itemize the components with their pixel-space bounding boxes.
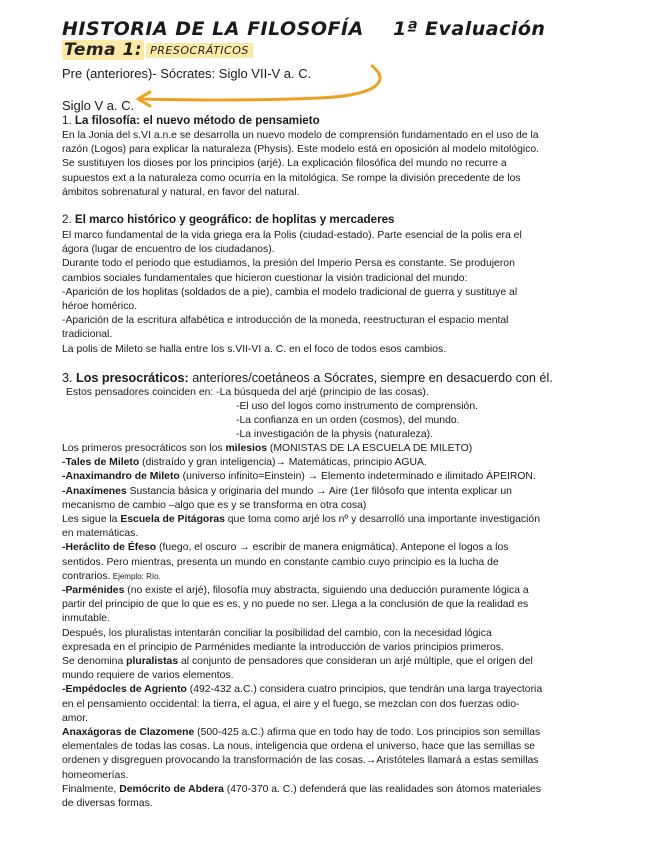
siglo-label: Siglo V a. C. bbox=[62, 98, 135, 113]
coinciden-item: -La investigación de la physis (naturaleza). bbox=[236, 429, 433, 440]
section-3-body: Los primeros presocráticos son los milesios (MONISTAS DE LA ESCUELA DE MILETO) -Tales de Mileto (distraído y gran inteligencia)→ Matemáticas, principio AGUA. -Anaximandro de Mileto (universo infinito=Einstein) → Elemento indeterminado e ilimitado ÁPEIRON. -Anaxímenes Sustancia básica y originaria del mundo → Aire (1er filósofo que intenta explicar un mecanismo de cambio –algo que es y se transforma en otra cosa) Les sigue la Escuela de Pitágoras que toma como arjé los nº y desarrolló una importante investigación en matemáticas. -Heráclito de Éfeso (fuego, el oscuro → escribir de manera enigmática). Antepone el logos a los sentidos. Pero mientras, presenta un mundo en constante cambio cuyo principio es la lucha de contrarios. Ejemplo: Río. -Parménides (no existe el arjé), filosofía muy abstracta, siguiendo una deducción puramente lógica a partir del principio de que lo que es es, y no puede no ser. Llega a la conclusión de que la realidad es inmutable. Después, los pluralistas intentarán conciliar la posibilidad del cambio, con la necesidad lógica expresada en el principio de Parménides mediante la introducción de varios principios primeros. Se denomina pluralistas al conjunto de pensadores que consideran un arjé múltiple, que el origen del mundo requiere de varios elementos. -Empédocles de Agriento (492-432 a.C.) considera cuatro principios, que tendrán una larga trayectoria en el pensamiento occidental: la tierra, el agua, el aire y el fuego, se mezclan con dos fuerzas odio- amor. Anaxágoras de Clazomene (500-425 a.C.) afirma que en todo hay de todo. Los principios son semillas elementales de todas las cosas. La nous, inteligencia que ordena el universo, hace que las semillas se ordenen y disgreguen provocando la transformación de las cosas.→Aristóteles llamará a estas semillas homeomerías. Finalmente, Demócrito de Abdera (470-370 a. C.) defenderá que las realidades son átomos materiales de diversas formas. bbox=[62, 443, 543, 810]
section-2-body: El marco fundamental de la vida griega era la Polis (ciudad-estado). Parte esencial de la polis era el ágora (lugar de encuentro de los ciudadanos). Durante todo el periodo que estudiamos, la presión del Imperio Persa es constante. Se produjeron cambios sociales fundamentales que hicieron cuestionar la visión tradicional del mundo: -Aparición de los hoplitas (soldados de a pie), cambia el modelo tradicional de guerra y sustituye al héroe homérico. -Aparición de la escritura alfabética e introducción de la moneda, reestructuran el espacio mental tradicional. La polis de Mileto se halla entre los s.VII-VI a. C. en el foco de todos esos cambios. bbox=[62, 230, 522, 355]
intro-line: Pre (anteriores)- Sócrates: Siglo VII-V a. C. bbox=[62, 66, 312, 81]
section-1-heading: 1. La filosofía: el nuevo método de pensamieto bbox=[62, 114, 320, 127]
section-2-heading: 2. El marco histórico y geográfico: de hoplitas y mercaderes bbox=[62, 213, 395, 226]
coinciden-item: -El uso del logos como instrumento de comprensión. bbox=[236, 401, 478, 412]
coinciden-line: Estos pensadores coinciden en: -La búsqueda del arjé (principio de las cosas). bbox=[66, 387, 429, 398]
tema-subtitle: PRESOCRÁTICOS bbox=[146, 43, 253, 58]
section-1-body: En la Jonia del s.VI a.n.e se desarrolla un nuevo modelo de comprensión fundamentado en el uso de la razón (Logos) para explicar la naturaleza (Physis). Este modelo está en oposición al modelo mitológico. Se sustituyen los dioses por los principios (arjé). La explicación filosófica del mundo no recurre a supuestos ext a la naturaleza como ocurría en la mitológica. Se rompe la división precedente de los ámbitos sobrenatural y natural, en favor del natural. bbox=[62, 130, 540, 198]
coinciden-item: -La confianza en un orden (cosmos), del mundo. bbox=[236, 415, 460, 426]
section-3-heading: 3. Los presocráticos: anteriores/coetáneos a Sócrates, siempre en desacuerdo con él. bbox=[62, 371, 553, 385]
tema-label: Tema 1: bbox=[64, 40, 143, 60]
evaluation-label: 1ª Evaluación bbox=[393, 18, 546, 40]
page-title: HISTORIA DE LA FILOSOFÍA bbox=[62, 18, 364, 40]
